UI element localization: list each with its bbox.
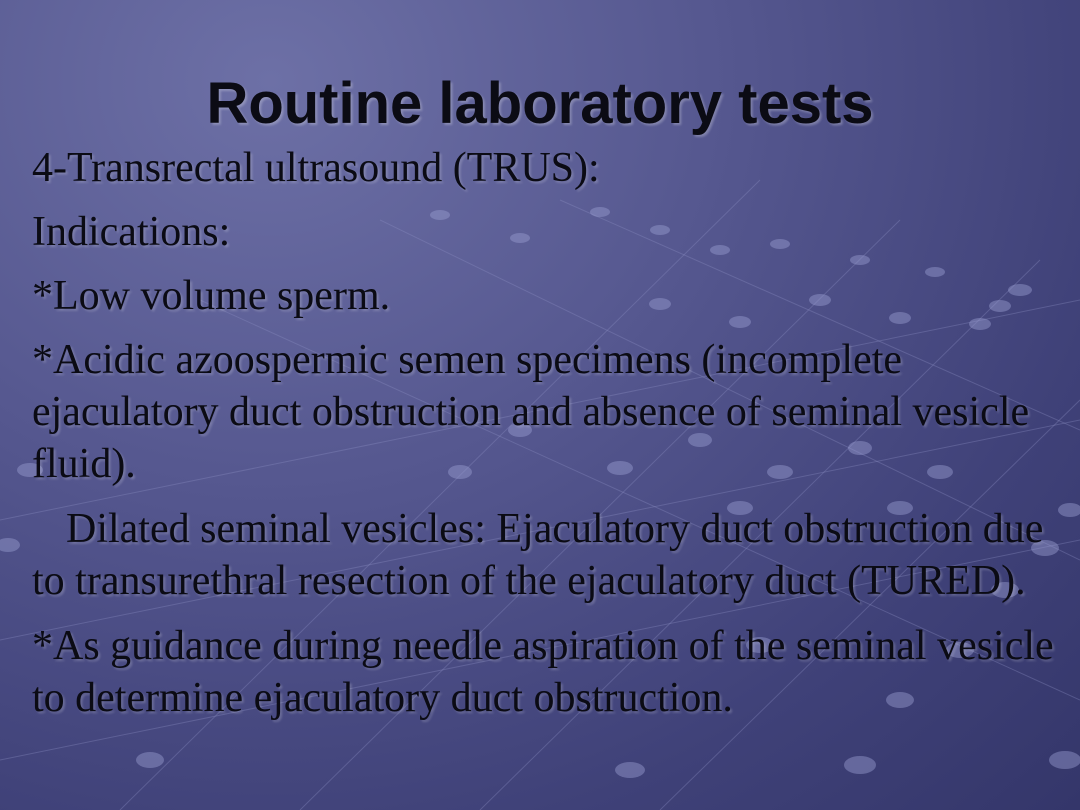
slide-title: Routine laboratory tests [206, 71, 874, 136]
section-heading: 4-Transrectal ultrasound (TRUS): [32, 145, 600, 191]
bullet-needle-guidance: *As guidance during needle aspiration of the seminal vesicle to determine ejaculatory duct obstruction. [32, 623, 1054, 721]
bullet-low-volume: *Low volume sperm. [32, 273, 391, 319]
indications-label: Indications: [32, 209, 231, 255]
slide-body [32, 142, 1062, 737]
dilated-vesicles-lead: Dilated seminal vesicles: Ejaculatory duct [66, 506, 773, 552]
dilated-vesicles-rest: obstruction due to transurethral resection of the ejaculatory duct (TURED). [32, 506, 1044, 604]
bullet-acidic-azoospermic: *Acidic azoospermic semen specimens (incomplete ejaculatory duct obstruction and absence of seminal vesicle fluid). [32, 337, 1030, 487]
paragraph-dilated-vesicles [32, 503, 1062, 607]
